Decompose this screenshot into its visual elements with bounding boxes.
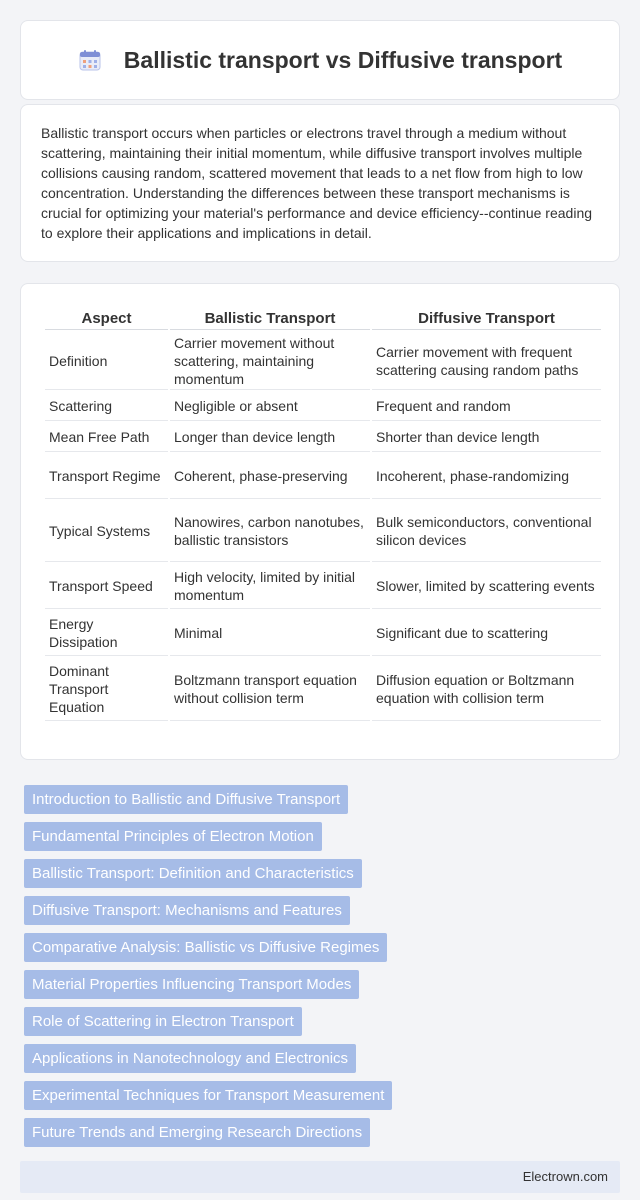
cell-diffusive: Diffusion equation or Boltzmann equation with collision term <box>372 658 601 721</box>
footer-site[interactable]: Electrown.com <box>522 1169 608 1184</box>
cell-aspect: Definition <box>45 332 168 390</box>
table-row <box>45 501 601 562</box>
link-role-of-scattering[interactable]: Role of Scattering in Electron Transport <box>24 1007 302 1036</box>
header-ballistic: Ballistic Transport <box>170 304 370 330</box>
link-diffusive-mechanisms[interactable]: Diffusive Transport: Mechanisms and Features <box>24 896 350 925</box>
link-experimental-techniques[interactable]: Experimental Techniques for Transport Measurement <box>24 1081 392 1110</box>
cell-aspect: Transport Speed <box>45 564 168 609</box>
cell-ballistic: Minimal <box>170 611 370 656</box>
link-applications[interactable]: Applications in Nanotechnology and Electronics <box>24 1044 356 1073</box>
comparison-table <box>43 302 603 723</box>
table-row <box>45 454 601 499</box>
cell-aspect: Mean Free Path <box>45 423 168 452</box>
cell-ballistic: Carrier movement without scattering, maintaining momentum <box>170 332 370 390</box>
header-diffusive: Diffusive Transport <box>372 304 601 330</box>
cell-aspect: Transport Regime <box>45 454 168 499</box>
link-comparative-analysis[interactable]: Comparative Analysis: Ballistic vs Diffusive Regimes <box>24 933 387 962</box>
cell-aspect: Dominant Transport Equation <box>45 658 168 721</box>
cell-diffusive: Frequent and random <box>372 392 601 421</box>
table-row <box>45 392 601 421</box>
cell-ballistic: Boltzmann transport equation without collision term <box>170 658 370 721</box>
cell-diffusive: Significant due to scattering <box>372 611 601 656</box>
page-title: Ballistic transport vs Diffusive transport <box>123 46 563 73</box>
table-header-row <box>45 304 601 330</box>
related-links <box>24 785 616 1155</box>
comparison-table-card <box>20 283 620 760</box>
cell-aspect: Energy Dissipation <box>45 611 168 656</box>
cell-aspect: Scattering <box>45 392 168 421</box>
link-introduction[interactable]: Introduction to Ballistic and Diffusive Transport <box>24 785 348 814</box>
cell-ballistic: Coherent, phase-preserving <box>170 454 370 499</box>
intro-card <box>20 104 620 262</box>
table-row <box>45 564 601 609</box>
cell-aspect: Typical Systems <box>45 501 168 562</box>
calendar-icon <box>78 48 102 72</box>
link-fundamental-principles[interactable]: Fundamental Principles of Electron Motion <box>24 822 322 851</box>
cell-ballistic: Negligible or absent <box>170 392 370 421</box>
link-future-trends[interactable]: Future Trends and Emerging Research Directions <box>24 1118 370 1147</box>
title-card <box>20 20 620 100</box>
cell-diffusive: Carrier movement with frequent scattering causing random paths <box>372 332 601 390</box>
cell-ballistic: High velocity, limited by initial momentum <box>170 564 370 609</box>
cell-diffusive: Incoherent, phase-randomizing <box>372 454 601 499</box>
cell-diffusive: Shorter than device length <box>372 423 601 452</box>
table-row <box>45 611 601 656</box>
cell-diffusive: Bulk semiconductors, conventional silicon devices <box>372 501 601 562</box>
table-row <box>45 423 601 452</box>
header-aspect: Aspect <box>45 304 168 330</box>
cell-ballistic: Nanowires, carbon nanotubes, ballistic transistors <box>170 501 370 562</box>
cell-diffusive: Slower, limited by scattering events <box>372 564 601 609</box>
table-row <box>45 658 601 721</box>
footer <box>20 1161 620 1193</box>
link-material-properties[interactable]: Material Properties Influencing Transport Modes <box>24 970 359 999</box>
intro-text: Ballistic transport occurs when particles or electrons travel through a medium without scattering, maintaining their initial momentum, while diffusive transport involves multiple collisions causing random, scattered movement that leads to a net flow from high to low concentration. Understanding the differences between these transport mechanisms is crucial for optimizing your material's performance and device efficiency--continue reading to explore their applications and implications in detail. <box>41 125 593 241</box>
table-row <box>45 332 601 390</box>
link-ballistic-definition[interactable]: Ballistic Transport: Definition and Characteristics <box>24 859 362 888</box>
cell-ballistic: Longer than device length <box>170 423 370 452</box>
